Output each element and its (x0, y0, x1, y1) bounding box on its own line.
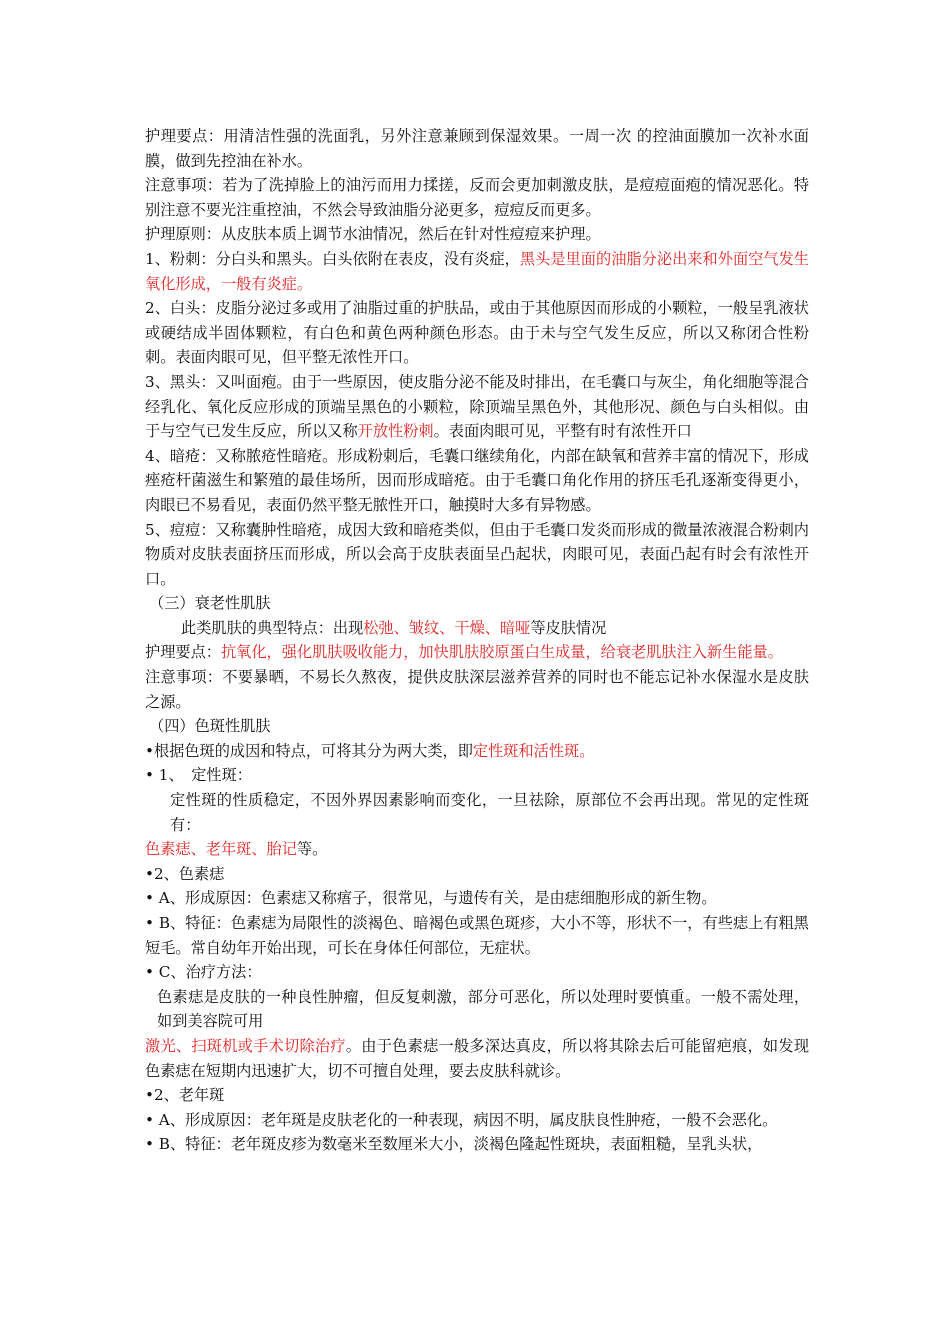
text-run: 定性斑的性质稳定，不因外界因素影响而变化，一旦祛除，原部位不会再出现。常见的定性斑有： (170, 791, 809, 834)
text-run: （三）衰老性肌肤 (149, 594, 271, 613)
text-run: 护理原则：从皮肤本质上调节水油情况，然后在针对性痘痘来护理。 (145, 225, 601, 244)
paragraph (145, 886, 809, 911)
paragraph (145, 739, 809, 764)
text-run: 。表面肉眼可见，平整有时有浓性开口 (433, 422, 692, 441)
paragraph (145, 124, 809, 173)
text-run: 2、白头：皮脂分泌过多或用了油脂过重的护肤品，或由于其他原因而形成的小颗粒，一般呈乳液状或硬结成半固体颗粒，有白色和黄色两种颜色形态。由于未与空气发生反应，所以又称闭合性粉刺。表面肉眼可见，但平整无浓性开口。 (145, 299, 809, 367)
highlight-text: 黑头是里面的油脂分泌出来和外面空气发生氧化形成，一般有炎症。 (145, 249, 809, 293)
text-run: （四）色斑性肌肤 (149, 717, 271, 736)
text-run: 5、痘痘：又称囊肿性暗疮，成因大致和暗疮类似，但由于毛囊口发炎而形成的微量浓液混合粉刺内物质对皮肤表面挤压而形成，所以会高于皮肤表面呈凸起状，肉眼可见，表面凸起有时会有浓性开口。 (145, 520, 809, 588)
highlight-text: 激光、扫斑机或手术切除治疗 (145, 1036, 346, 1055)
paragraph (145, 985, 809, 1083)
text-run: • A、形成原因：色素痣又称痦子，很常见，与遗传有关，是由痣细胞形成的新生物。 (145, 889, 717, 908)
text-run: 。由于色素痣一般多深达真皮，所以将其除去后可能留疤痕，如发现色素痣在短期内迅速扩大，切不可擅自处理，要去皮肤科就诊。 (145, 1036, 810, 1080)
paragraph (145, 370, 809, 444)
highlight-text: 定性斑和活性斑。 (472, 741, 595, 760)
text-run: 4、暗疮：又称脓疮性暗疮。形成粉刺后，毛囊口继续角化，内部在缺氧和营养丰富的情况下，形成痤疮杆菌滋生和繁殖的最佳场所，因而形成暗疮。由于毛囊口角化作用的挤压毛孔逐渐变得更小，肉眼已不易看见，表面仍然平整无脓性开口，触摸时大多有异物感。 (145, 446, 809, 514)
text-run: 3、黑头：又叫面疱。由于一些原因，使皮脂分泌不能及时排出，在毛囊口与灰尘，角化细胞等混合经乳化、氧化反应形成的顶端呈黑色的小颗粒，除顶端呈黑色外，其他形况、颜色与白头相似。由于与空气已发生反应，所以又称 (145, 372, 809, 441)
section-heading (145, 591, 809, 616)
paragraph (145, 788, 809, 862)
paragraph (145, 296, 809, 370)
text-run: • A、形成原因：老年斑是皮肤老化的一种表现，病因不明，属皮肤良性肿疮，一般不会恶化。 (145, 1110, 778, 1129)
paragraph (145, 960, 809, 985)
text-run: 1、粉刺：分白头和黑头。白头依附在表皮，没有炎症， (145, 249, 520, 268)
text-run: 色素痣是皮肤的一种良性肿瘤，但反复刺激，部分可恶化，所以处理时要慎重。一般不需处理，如到美容院可用 (157, 987, 809, 1031)
text-run: • B、特征：老年斑皮疹为数毫米至数厘米大小，淡褐色隆起性斑块，表面粗糙，呈乳头状， (145, 1135, 763, 1154)
section-heading (145, 714, 809, 739)
highlight-text: 抗氧化，强化肌肤吸收能力，加快肌肤胶原蛋白生成量，给衰老肌肤注入新生能量。 (220, 643, 783, 662)
highlight-text: 色素痣、老年斑、胎记 (145, 840, 297, 859)
text-run: • 1、 定性斑： (145, 766, 252, 785)
text-run: 此类肌肤的典型特点：出现 (181, 618, 364, 637)
paragraph (145, 1132, 809, 1157)
text-run: 注意事项：不要暴晒，不易长久熬夜，提供皮肤深层滋养营养的同时也不能忘记补水保湿水是皮肤之源。 (145, 668, 809, 711)
paragraph (145, 640, 809, 665)
paragraph (145, 173, 809, 222)
paragraph (145, 444, 809, 518)
text-run: 等。 (296, 840, 328, 859)
text-run: • C、治疗方法： (145, 963, 262, 982)
paragraph (145, 1083, 809, 1108)
paragraph (145, 911, 809, 960)
highlight-text: 开放性粉刺 (357, 422, 434, 441)
document-page (145, 124, 809, 1157)
text-run: 护理要点：用清洁性强的洗面乳，另外注意兼顾到保湿效果。一周一次 的控油面膜加一次补水面膜，做到先控油在补水。 (145, 127, 809, 170)
text-run: •2、老年斑 (145, 1086, 225, 1105)
paragraph (145, 247, 809, 296)
paragraph (145, 518, 809, 592)
text-run: • B、特征：色素痣为局限性的淡褐色、暗褐色或黑色斑疹，大小不等，形状不一，有些痣上有粗黑短毛。常自幼年开始出现，可长在身体任何部位，无症状。 (145, 914, 809, 957)
paragraph (145, 665, 809, 714)
paragraph (145, 616, 809, 641)
paragraph (145, 763, 809, 788)
text-run: 等皮肤情况 (530, 618, 607, 637)
paragraph (145, 1108, 809, 1133)
text-run: •根据色斑的成因和特点，可将其分为两大类，即 (145, 741, 473, 760)
highlight-text: 松弛、皱纹、干燥、暗哑 (363, 618, 531, 637)
text-run: •2、色素痣 (145, 864, 225, 883)
paragraph (145, 222, 809, 247)
text-run: 注意事项：若为了洗掉脸上的油污而用力揉搓，反而会更加刺激皮肤，是痘痘面疱的情况恶化。特别注意不要光注重控油，不然会导致油脂分泌更多，痘痘反而更多。 (145, 176, 809, 219)
text-run: 护理要点： (145, 643, 221, 662)
paragraph (145, 862, 809, 887)
